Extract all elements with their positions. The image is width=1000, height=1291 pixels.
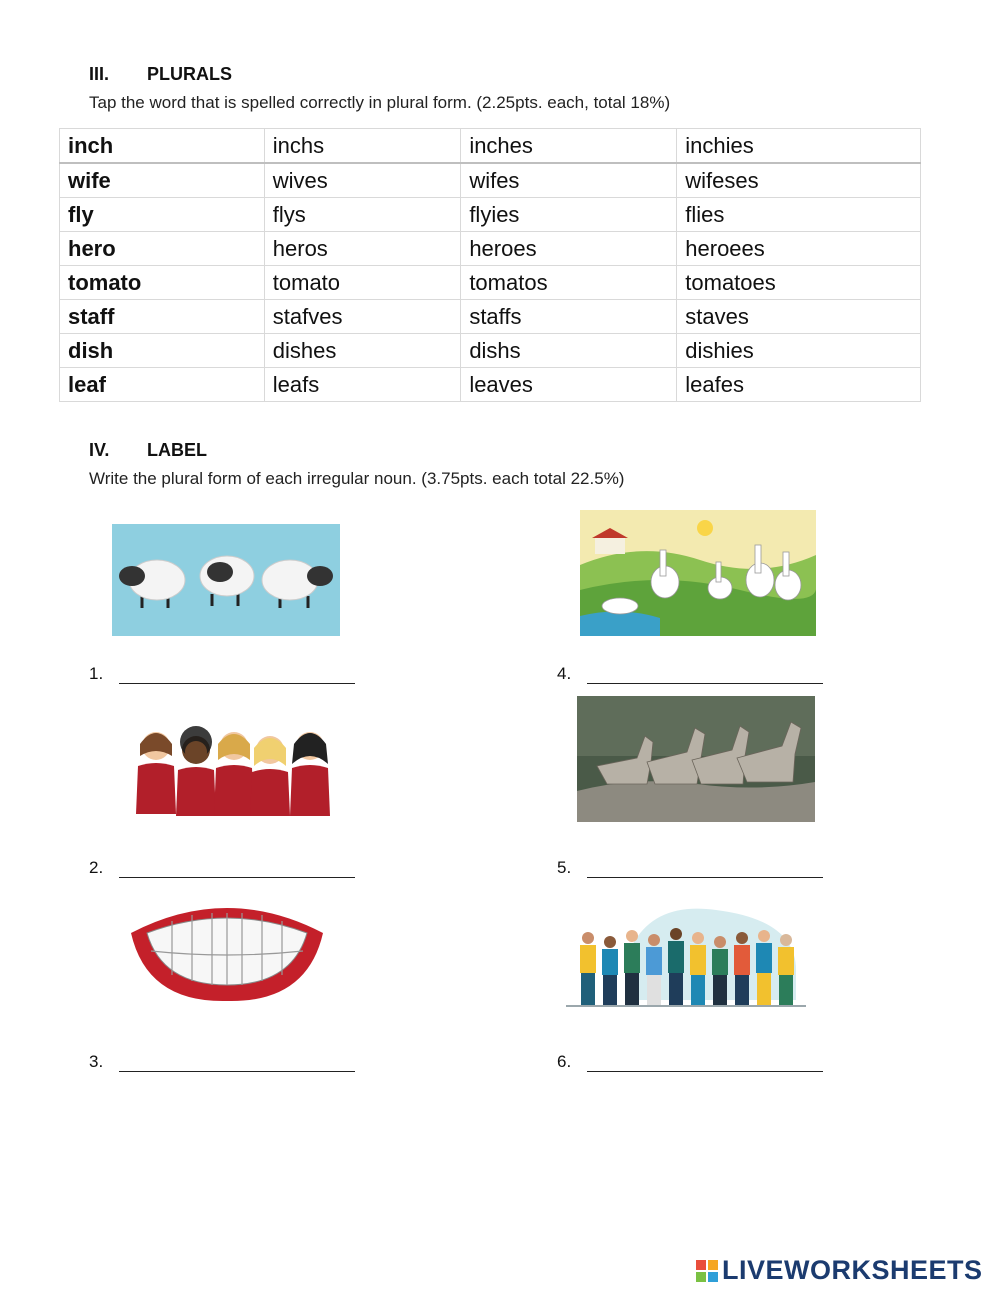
plural-option[interactable]: leaves: [461, 368, 677, 402]
plural-option[interactable]: wives: [264, 163, 461, 198]
plural-option[interactable]: flies: [677, 198, 921, 232]
plural-option[interactable]: flys: [264, 198, 461, 232]
label-4-number: 4.: [557, 664, 572, 683]
logo-text: LIVEWORKSHEETS: [722, 1255, 983, 1285]
woman-1: [136, 732, 176, 814]
plural-base-word: staff: [60, 300, 265, 334]
people-image: [566, 900, 806, 1010]
plural-option[interactable]: inchs: [264, 129, 461, 164]
label-5-number: 5.: [557, 858, 572, 877]
plural-base-word: tomato: [60, 266, 265, 300]
liveworksheets-logo[interactable]: [696, 1255, 983, 1286]
label-6: [557, 1051, 823, 1072]
label-3-number: 3.: [89, 1052, 104, 1071]
section-3-heading: [89, 64, 232, 85]
geese-image: [580, 510, 816, 636]
label-2: [89, 857, 355, 878]
section-4-number: IV.: [89, 440, 110, 460]
label-1-number: 1.: [89, 664, 104, 683]
label-1: [89, 663, 355, 684]
label-6-input[interactable]: [587, 1051, 823, 1072]
sheep-image: [112, 524, 340, 636]
section-4-heading: [89, 440, 207, 461]
section-4-instruction: Write the plural form of each irregular noun. (3.75pts. each total 22.5%): [89, 469, 625, 488]
logo-block: [708, 1260, 718, 1270]
label-4-input[interactable]: [587, 663, 823, 684]
plural-row: [60, 129, 921, 164]
plural-base-word: wife: [60, 163, 265, 198]
plural-base-word: hero: [60, 232, 265, 266]
plural-base-word: inch: [60, 129, 265, 164]
wolves-image: [577, 696, 815, 822]
plural-option[interactable]: tomatoes: [677, 266, 921, 300]
woman-3: [214, 732, 254, 816]
plural-option[interactable]: staves: [677, 300, 921, 334]
plural-option[interactable]: stafves: [264, 300, 461, 334]
plural-option[interactable]: leafs: [264, 368, 461, 402]
women-image: [120, 716, 346, 822]
logo-block: [708, 1272, 718, 1282]
plural-option[interactable]: inchies: [677, 129, 921, 164]
plural-option[interactable]: wifeses: [677, 163, 921, 198]
woman-2: [176, 726, 216, 816]
section-3-instruction: Tap the word that is spelled correctly in plural form. (2.25pts. each, total 18%): [89, 93, 671, 112]
label-6-number: 6.: [557, 1052, 572, 1071]
plurals-table: [59, 128, 921, 402]
plural-option[interactable]: tomatos: [461, 266, 677, 300]
plural-row: [60, 163, 921, 198]
plural-row: [60, 198, 921, 232]
label-2-number: 2.: [89, 858, 104, 877]
plural-option[interactable]: dishes: [264, 334, 461, 368]
section-4-title: LABEL: [147, 440, 207, 460]
plural-option[interactable]: flyies: [461, 198, 677, 232]
woman-4: [250, 736, 290, 816]
label-5: [557, 857, 823, 878]
section-3-number: III.: [89, 64, 110, 84]
plural-base-word: fly: [60, 198, 265, 232]
plural-option[interactable]: leafes: [677, 368, 921, 402]
woman-5: [290, 732, 330, 816]
plural-option[interactable]: tomato: [264, 266, 461, 300]
label-3-input[interactable]: [119, 1051, 355, 1072]
plural-option[interactable]: dishs: [461, 334, 677, 368]
plural-row: [60, 300, 921, 334]
logo-block: [696, 1272, 706, 1282]
plural-row: [60, 368, 921, 402]
label-2-input[interactable]: [119, 857, 355, 878]
logo-block: [696, 1260, 706, 1270]
plural-base-word: leaf: [60, 368, 265, 402]
plural-row: [60, 334, 921, 368]
plural-option[interactable]: inches: [461, 129, 677, 164]
plural-option[interactable]: staffs: [461, 300, 677, 334]
plural-option[interactable]: wifes: [461, 163, 677, 198]
plural-option[interactable]: heroees: [677, 232, 921, 266]
plural-option[interactable]: dishies: [677, 334, 921, 368]
logo-blocks-icon: [696, 1260, 718, 1282]
section-3-title: PLURALS: [147, 64, 232, 84]
teeth-image: [127, 893, 327, 1005]
label-3: [89, 1051, 355, 1072]
plural-option[interactable]: heroes: [461, 232, 677, 266]
plural-base-word: dish: [60, 334, 265, 368]
plural-row: [60, 232, 921, 266]
label-1-input[interactable]: [119, 663, 355, 684]
plural-option[interactable]: heros: [264, 232, 461, 266]
plural-row: [60, 266, 921, 300]
label-5-input[interactable]: [587, 857, 823, 878]
label-4: [557, 663, 823, 684]
